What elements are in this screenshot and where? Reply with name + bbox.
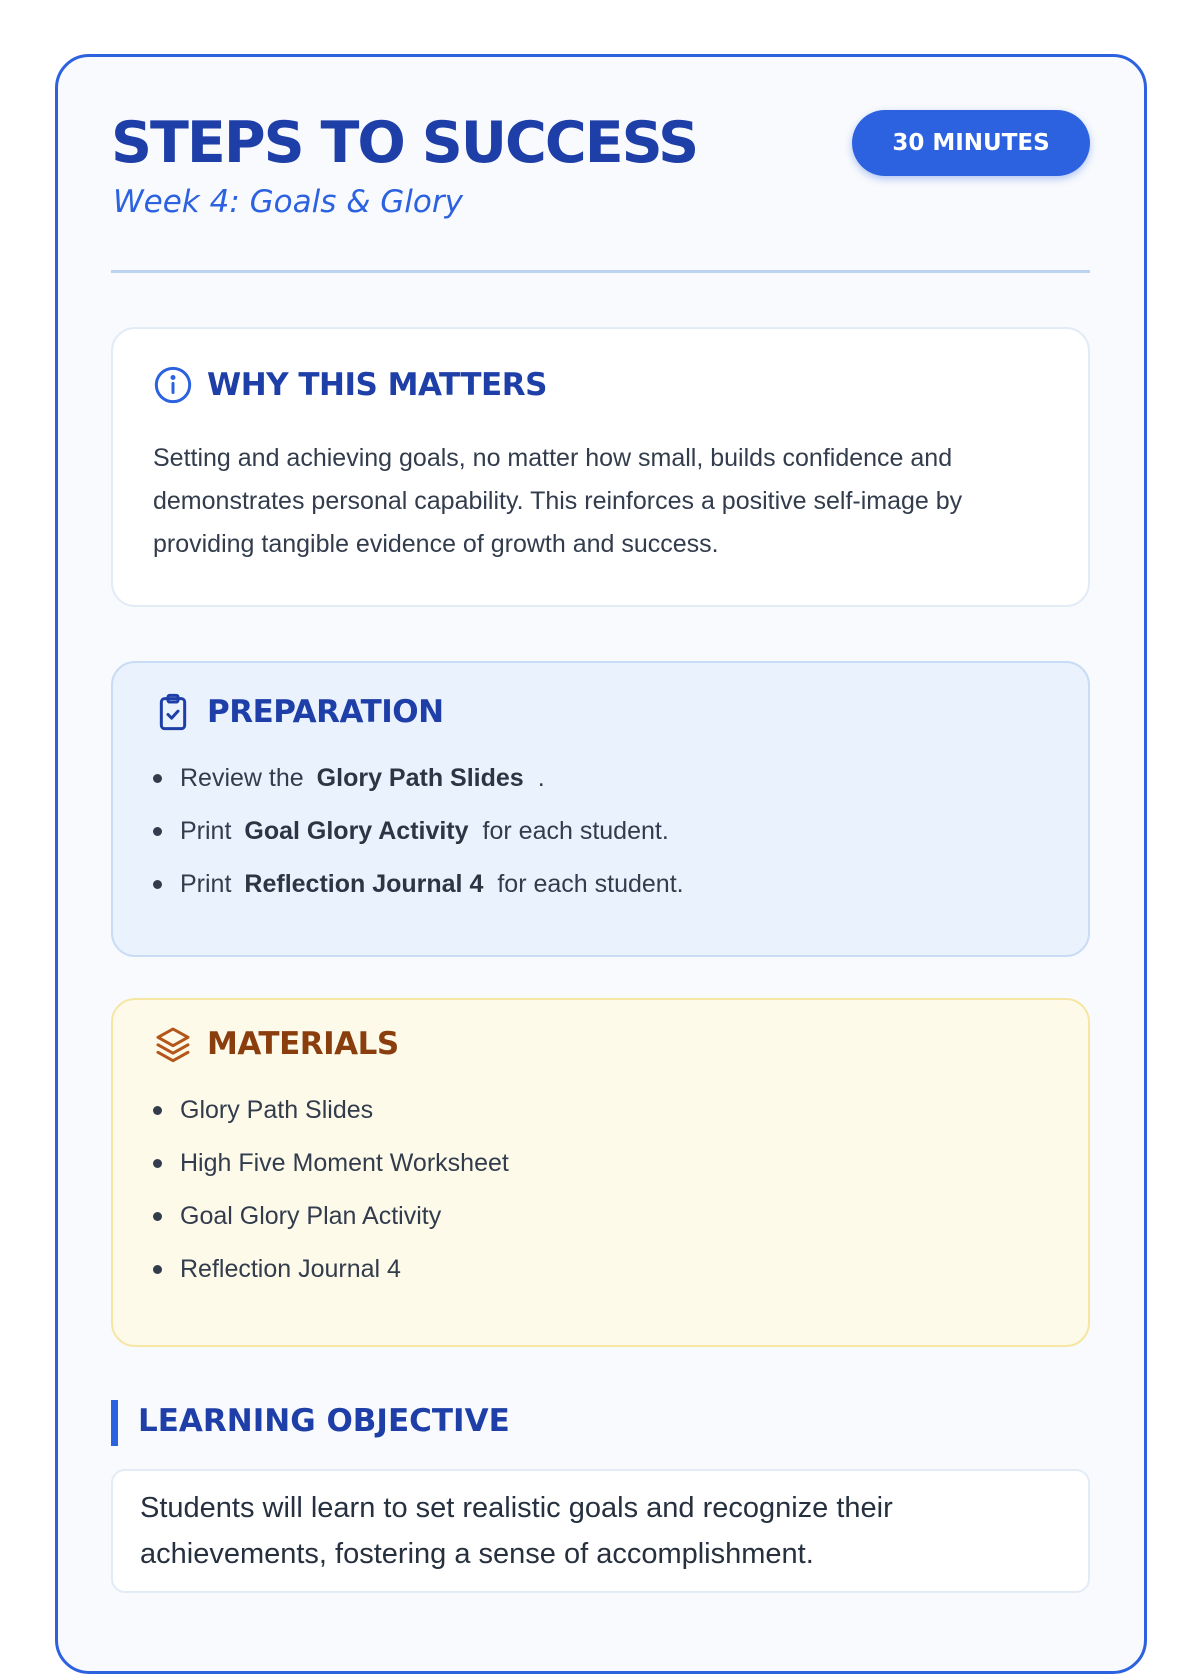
bullet-dot (153, 774, 162, 783)
bullet-dot (153, 1265, 162, 1274)
preparation-item-resource: Reflection Journal 4 (244, 870, 484, 898)
why-this-matters-text: Setting and achieving goals, no matter how small, builds confidence and demonstrates personal capability. This reinforces a positive self-image by providing tangible evidence of growth and success. (153, 444, 963, 558)
bullet-dot (153, 827, 162, 836)
bullet-dot (153, 1159, 162, 1168)
preparation-item-text: for each student. (497, 870, 684, 898)
preparation-item-text: . (537, 764, 545, 792)
duration-badge: 30 MINUTES (852, 110, 1090, 176)
learning-objective-box (111, 1469, 1090, 1593)
why-this-matters-heading: WHY THIS MATTERS (207, 367, 547, 403)
bullet-dot (153, 1106, 162, 1115)
materials-item (153, 1137, 509, 1190)
materials-item-text: Glory Path Slides (180, 1096, 374, 1124)
bullet-dot (153, 880, 162, 889)
materials-item-text: Reflection Journal 4 (180, 1255, 401, 1283)
materials-item-text: Goal Glory Plan Activity (180, 1202, 442, 1230)
preparation-item-text: Review the (180, 764, 304, 792)
preparation-item (153, 858, 684, 911)
preparation-item-text: Print (180, 817, 232, 845)
materials-item (153, 1084, 509, 1137)
layers-icon (153, 1024, 193, 1064)
clipboard-check-icon (153, 692, 193, 732)
materials-item-text: High Five Moment Worksheet (180, 1149, 509, 1177)
learning-objective-heading: LEARNING OBJECTIVE (138, 1403, 510, 1439)
materials-heading: MATERIALS (207, 1026, 399, 1062)
preparation-item-text: for each student. (482, 817, 669, 845)
info-icon (153, 365, 193, 405)
materials-panel (111, 998, 1090, 1347)
why-this-matters-panel (111, 327, 1090, 607)
preparation-list (153, 752, 684, 911)
materials-item (153, 1190, 509, 1243)
why-this-matters-header (153, 365, 547, 405)
preparation-item-text: Print (180, 870, 232, 898)
materials-header (153, 1024, 399, 1064)
preparation-item (153, 805, 684, 858)
preparation-item-resource: Glory Path Slides (316, 764, 524, 792)
preparation-item-resource: Goal Glory Activity (244, 817, 469, 845)
preparation-panel (111, 661, 1090, 957)
materials-item (153, 1243, 509, 1296)
preparation-item (153, 752, 684, 805)
page-title: STEPS TO SUCCESS (111, 110, 698, 176)
bullet-dot (153, 1212, 162, 1221)
materials-list (153, 1084, 509, 1296)
page-subtitle: Week 4: Goals & Glory (113, 184, 463, 220)
preparation-header (153, 692, 444, 732)
learning-objective-text: Students will learn to set realistic goals and recognize their achievements, fostering a sense of accomplishment. (140, 1492, 893, 1570)
learning-objective-accent-bar (111, 1400, 118, 1446)
preparation-heading: PREPARATION (207, 694, 444, 730)
header-divider (111, 270, 1090, 273)
